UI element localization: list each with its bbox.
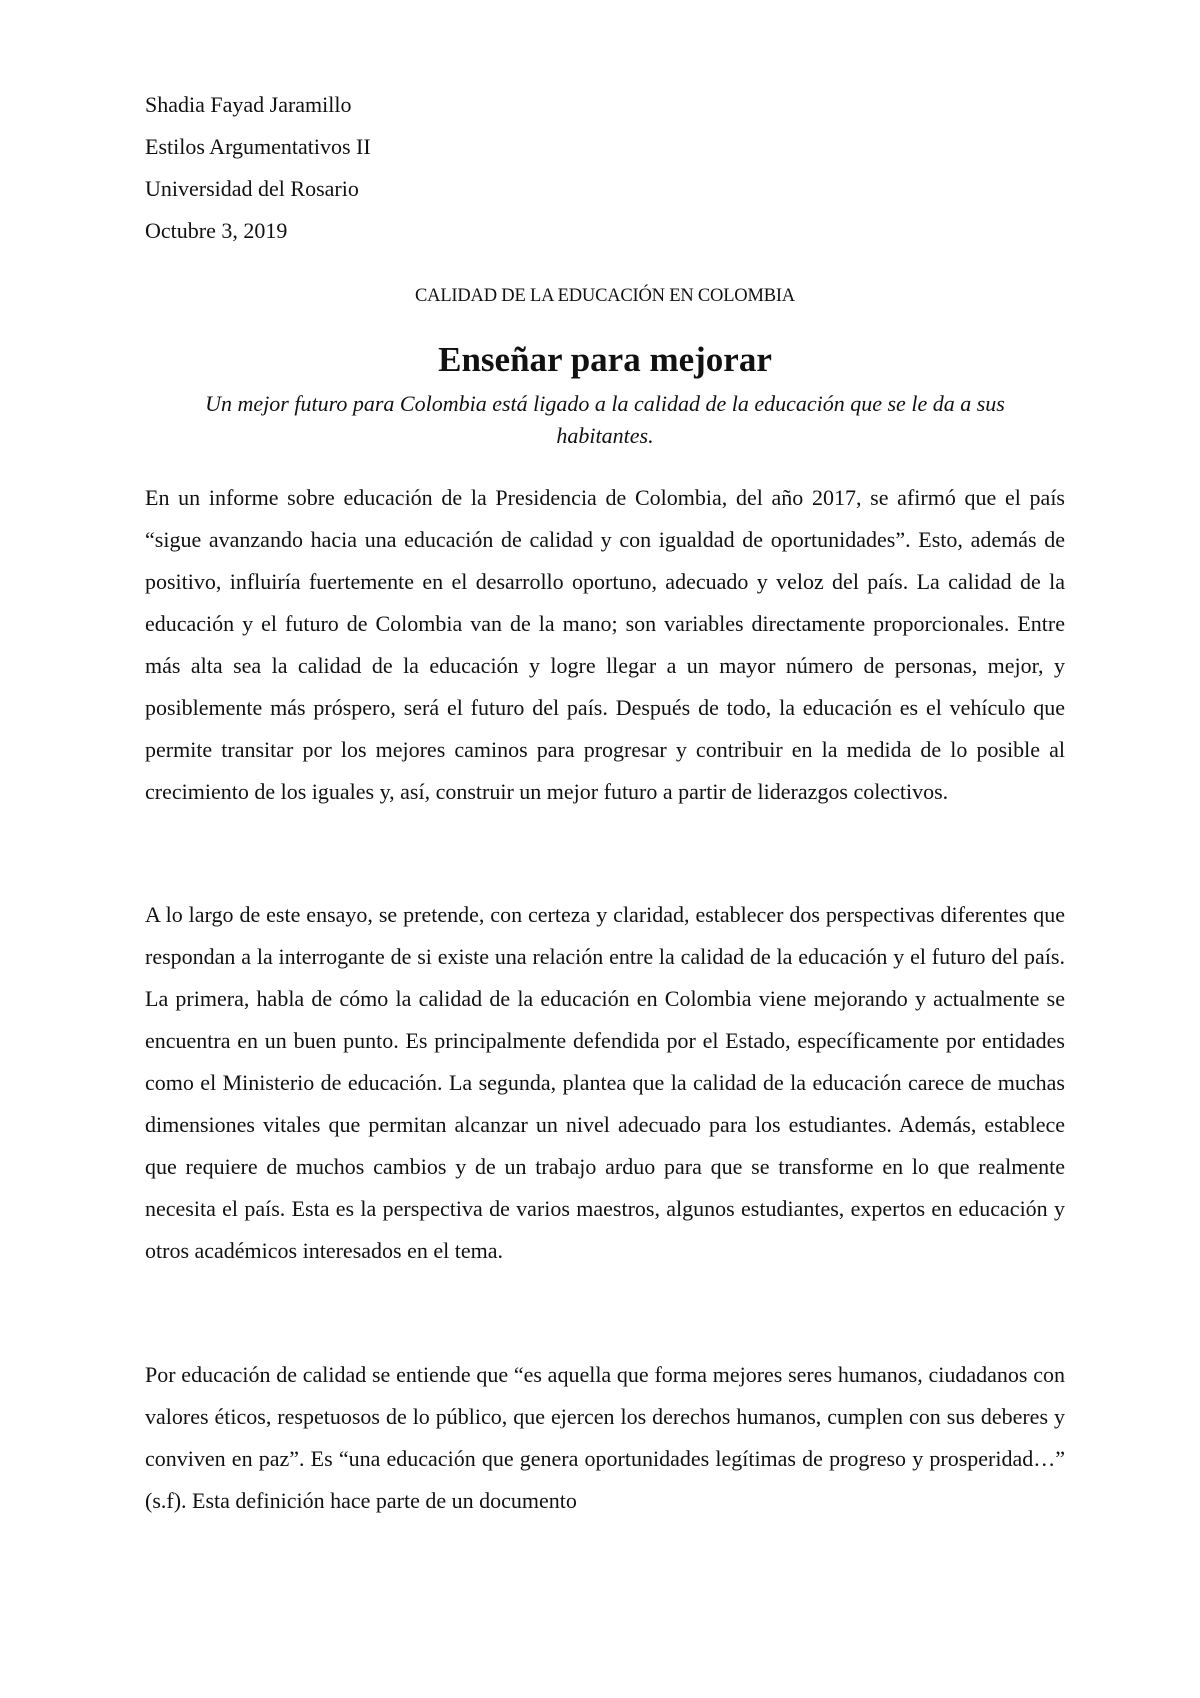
header-block <box>145 84 1065 252</box>
document-date: Octubre 3, 2019 <box>145 218 288 243</box>
document-subtitle: Un mejor futuro para Colombia está ligado a la calidad de la educación que se le da a sus habitantes. <box>205 391 1005 448</box>
institution-name: Universidad del Rosario <box>145 176 359 201</box>
author-name: Shadia Fayad Jaramillo <box>145 92 352 117</box>
paragraph-1: En un informe sobre educación de la Presidencia de Colombia, del año 2017, se afirmó que el país “sigue avanzando hacia una educación de calidad y con igualdad de oportunidades”. Esto, además de positivo, influiría fuertemente en el desarrollo oportuno, adecuado y veloz del país. La calidad de la educación y el futuro de Colombia van de la mano; son variables directamente proporcionales. Entre más alta sea la calidad de la educación y logre llegar a un mayor número de personas, mejor, y posiblemente más próspero, será el futuro del país. Después de todo, la educación es el vehículo que permite transitar por los mejores caminos para progresar y contribuir en la medida de lo posible al crecimiento de los iguales y, así, construir un mejor futuro a partir de liderazgos colectivos. <box>145 485 1065 804</box>
paragraph-2: A lo largo de este ensayo, se pretende, con certeza y claridad, establecer dos perspectivas diferentes que respondan a la interrogante de si existe una relación entre la calidad de la educación y el futuro del país. La primera, habla de cómo la calidad de la educación en Colombia viene mejorando y actualmente se encuentra en un buen punto. Es principalmente defendida por el Estado, específicamente por entidades como el Ministerio de educación. La segunda, plantea que la calidad de la educación carece de muchas dimensiones vitales que permitan alcanzar un nivel adecuado para los estudiantes. Además, establece que requiere de muchos cambios y de un trabajo arduo para que se transforme en lo que realmente necesita el país. Esta es la perspectiva de varios maestros, algunos estudiantes, expertos en educación y otros académicos interesados en el tema. <box>145 902 1065 1263</box>
course-name: Estilos Argumentativos II <box>145 134 371 159</box>
document-caption: CALIDAD DE LA EDUCACIÓN EN COLOMBIA <box>415 286 795 306</box>
document-title: Enseñar para mejorar <box>438 340 772 379</box>
paragraph-3: Por educación de calidad se entiende que “es aquella que forma mejores seres humanos, ciudadanos con valores éticos, respetuosos de lo público, que ejercen los derechos humanos, cumplen con sus deberes y conviven en paz”. Es “una educación que genera oportunidades legítimas de progreso y prosperidad…” (s.f). Esta definición hace parte de un documento <box>145 1362 1065 1513</box>
